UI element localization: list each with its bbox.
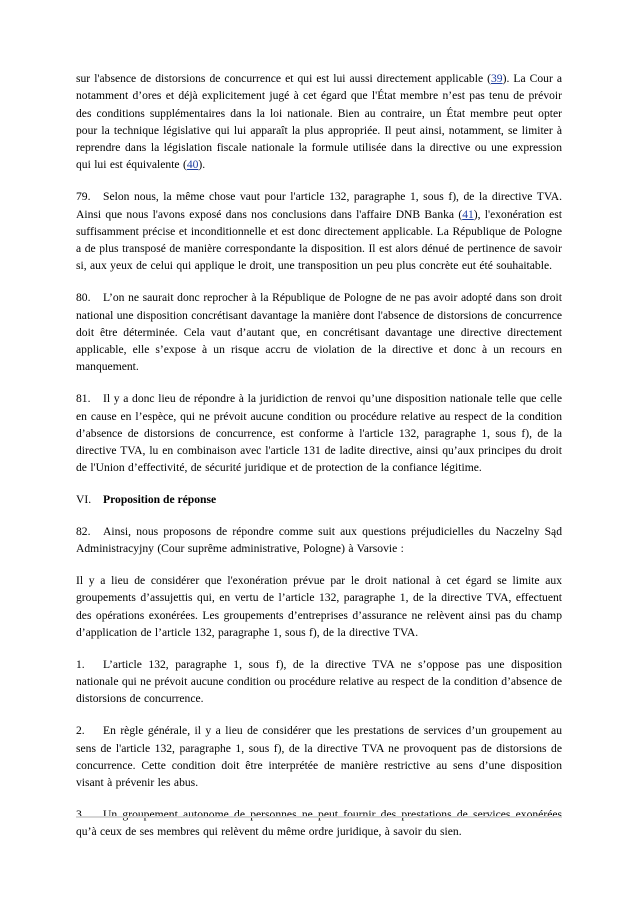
paragraph-text: L’article 132, paragraphe 1, sous f), de la directive TVA ne s’oppose pas une disposition nationale qui ne prévoit aucune condition ou procédure relative au respect de la condition d’absence de distorsions de concurrence. [76,657,562,706]
footnote-link-39[interactable]: 39 [491,72,503,85]
page-divider [76,816,562,818]
paragraph-text: ). [198,158,206,172]
section-title: Proposition de réponse [103,493,217,507]
paragraph-text: sur l'absence de distorsions de concurrence et qui est lui aussi directement applicable ( [76,72,491,85]
paragraph-79 [76,188,562,274]
paragraph-text: Un groupement autonome de personnes ne peut fournir des prestations de services exonérées qu’à ceux de ses membres qui relèvent du même ordre juridique, à savoir du sien. [76,807,562,839]
paragraph-number: 80. [76,291,91,305]
footnote-link-40[interactable]: 40 [186,158,199,172]
answer-2 [76,722,562,791]
answer-number: 1. [76,657,85,671]
paragraph-number: 81. [76,392,91,406]
paragraph-text: En règle générale, il y a lieu de considérer que les prestations de services d’un groupement au sens de l'article 132, paragraphe 1, sous f), de la directive TVA ne provoquent pas de distorsions de concurrence. Cette condition doit être interprétée de manière restrictive au sens d’une disposition visant à prévenir les abus. [76,724,562,790]
answer-1 [76,656,562,708]
footnote-link-41[interactable]: 41 [462,207,474,221]
paragraph-text: Selon nous, la même chose vaut pour l'article 132, paragraphe 1, sous f), de la directive TVA. Ainsi que nous l'avons exposé dans nos conclusions dans l'affaire DNB Banka ( [76,190,562,221]
answer-3 [76,806,562,841]
paragraph-text: Il y a donc lieu de répondre à la juridiction de renvoi qu’une disposition nationale telle que celle en cause en l’espèce, qui ne prévoit aucune condition ou procédure relative au respect de la condition d’absence de distorsions de concurrence, est conforme à l'article 132, paragraphe 1, sous f), de la directive TVA, lu en combinaison avec l'article 131 de ladite directive, ainsi qu’aux principes du droit de l'Union d’effectivité, de sécurité juridique et de protection de la confiance légitime. [76,392,562,475]
answer-number: 3. [76,807,85,821]
section-number: VI. [76,493,92,507]
paragraph-text: ). La Cour a notamment d’ores et déjà explicitement jugé à cet égard que l'État membre n’est pas tenu de prévoir des conditions supplémentaires dans la loi nationale. Bien au contraire, un État membre peut opter pour la technique législative qui lui apparaît la plus appropriée. Il peut ainsi, notamment, se limiter à reprendre dans la législation fiscale nationale la formule utilisée dans la directive ou une expression qui lui est équivalente ( [76,72,562,172]
paragraph-text: ), l'exonération est suffisamment précise et inconditionnelle et est donc directement applicable. La République de Pologne a de plus transposé de manière correspondante la disposition. Il est alors dénué de pertinence de savoir si, aux yeux de celui qui applique le droit, une transposition un peu plus concrète eut été souhaitable. [76,207,562,273]
answer-number: 2. [76,724,85,738]
paragraph-81 [76,390,562,476]
paragraph-text: Ainsi, nous proposons de répondre comme suit aux questions préjudicielles du Naczelny Sąd Administracyjny (Cour suprême administrative, Pologne) à Varsovie : [76,525,562,556]
paragraph-number: 82. [76,525,91,539]
paragraph-text: L’on ne saurait donc reprocher à la République de Pologne de ne pas avoir adopté dans son droit national une disposition concrétisant davantage la manière dont l'absence de distorsions de concurrence doit être déterminée. Cela vaut d’autant que, en concrétisant davantage une directive directement applicable, elle s’expose à un risque accru de violation de la directive et donc à un recours en manquement. [76,291,562,374]
answer-intro: Il y a lieu de considérer que l'exonération prévue par le droit national à cet égard se limite aux groupements d’assujettis qui, en vertu de l’article 132, paragraphe 1, de la directive TVA, effectuent des opérations exonérées. Les groupements d’entreprises d’assurance ne relèvent ainsi pas du champ d’application de l’article 132, paragraphe 1, sous f), de la directive TVA. [76,574,562,640]
paragraph-82 [76,523,562,558]
paragraph-continuation [76,70,562,174]
paragraph-number: 79. [76,190,91,204]
section-heading [76,491,562,508]
paragraph-80 [76,289,562,375]
